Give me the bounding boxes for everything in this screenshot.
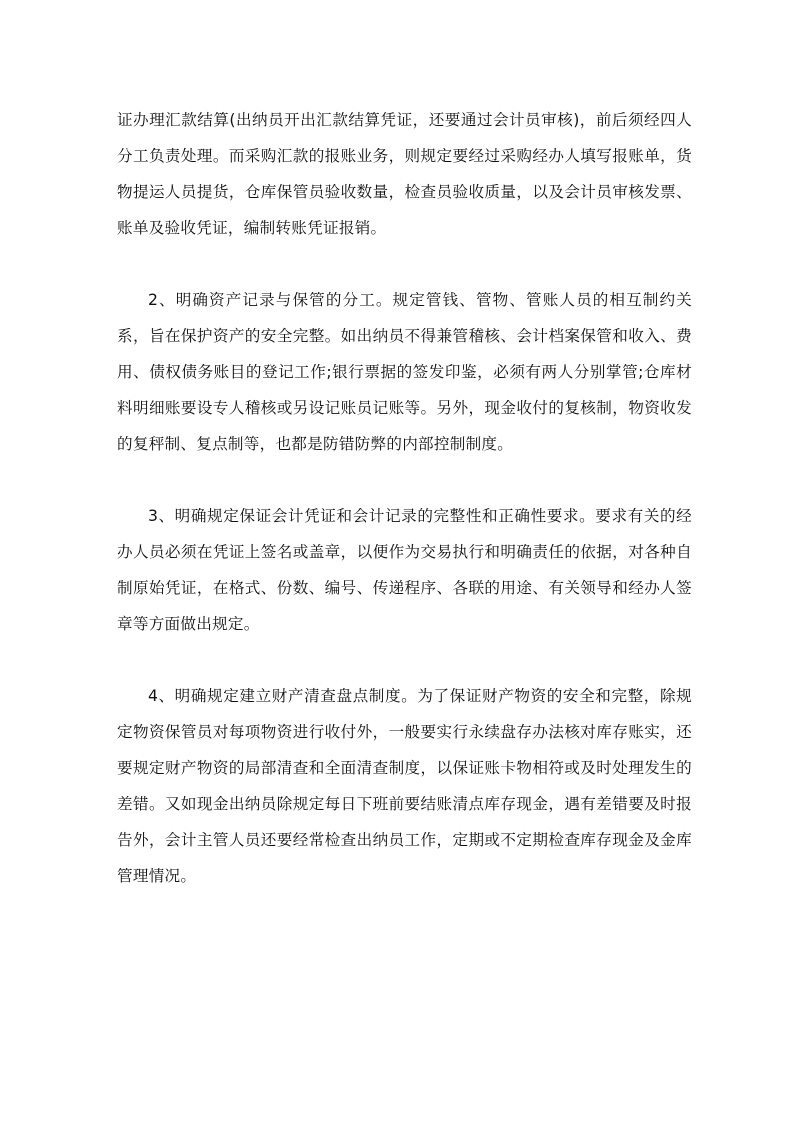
- paragraph-item-4: 4、明确规定建立财产清查盘点制度。为了保证财产物资的安全和完整，除规定物资保管员对每项物资进行收付外，一般要实行永续盘存办法核对库存账实，还要规定财产物资的局部清查和全面清查制度，以保证账卡物相符或及时处理发生的差错。又如现金出纳员除规定每日下班前要结账清点库存现金，遇有差错要及时报告外，会计主管人员还要经常检查出纳员工作，定期或不定期检查库存现金及金库管理情况。: [117, 687, 692, 885]
- paragraph-item-2: 2、明确资产记录与保管的分工。规定管钱、管物、管账人员的相互制约关系，旨在保护资产的安全完整。如出纳员不得兼管稽核、会计档案保管和收入、费用、债权债务账目的登记工作;银行票据的签发印鉴，必须有两人分别掌管;仓库材料明细账要设专人稽核或另设记账员记账等。另外，现金收付的复核制，物资收发的复秤制、复点制等，也都是防错防弊的内部控制制度。: [117, 291, 692, 453]
- paragraph-continuation: 证办理汇款结算(出纳员开出汇款结算凭证，还要通过会计员审核)，前后须经四人分工负责处理。而采购汇款的报账业务，则规定要经过采购经办人填写报账单，货物提运人员提货，仓库保管员验收数量，检查员验收质量，以及会计员审核发票、账单及验收凭证，编制转账凭证报销。: [117, 111, 692, 237]
- document-body: [117, 102, 692, 894]
- paragraph-item-3: 3、明确规定保证会计凭证和会计记录的完整性和正确性要求。要求有关的经办人员必须在凭证上签名或盖章，以便作为交易执行和明确责任的依据，对各种自制原始凭证，在格式、份数、编号、传递程序、各联的用途、有关领导和经办人签章等方面做出规定。: [117, 507, 692, 633]
